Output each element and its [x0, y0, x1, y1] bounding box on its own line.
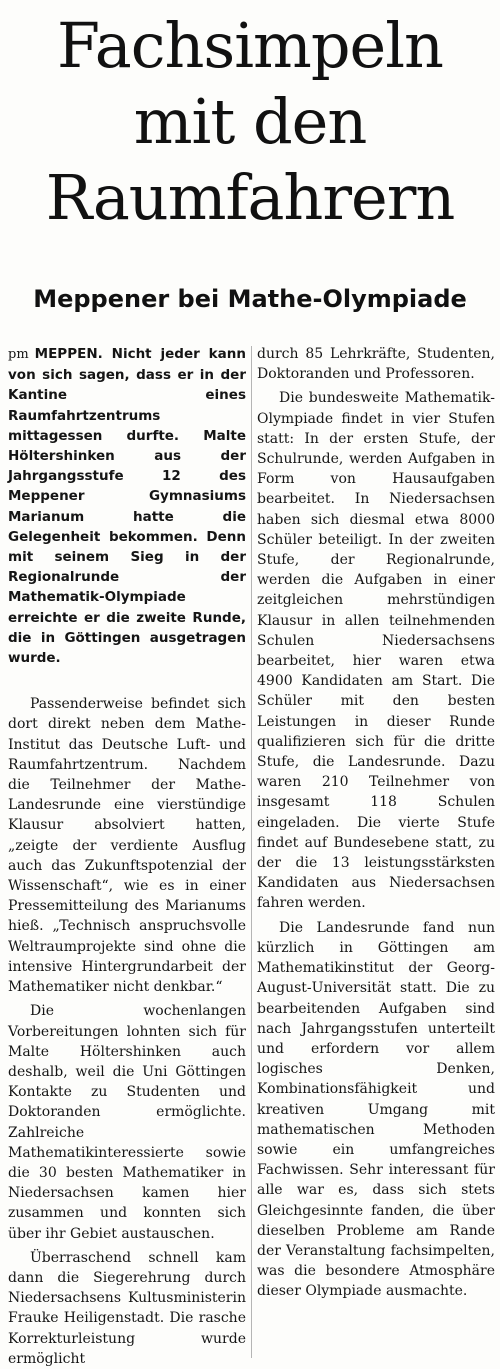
- headline-line: Fachsimpeln: [56, 9, 443, 82]
- article-column-left: [8, 344, 246, 1369]
- article-column-right: [257, 344, 495, 1302]
- body-paragraph: Die bundesweite Mathematik-Olympiade findet in vier Stufen statt: In der ersten Stufe, der Schulrunde, werden Aufgaben in Form von Hausaufgaben bearbeitet. In Niedersachsen haben sich diesmal etwa 8000 Schüler beteiligt. In der zweiten Stufe, der Regionalrunde, werden die Aufgaben in einer zeitgleichen mehrstündigen Klausur in allen teilnehmenden Schulen Niedersachsens bearbeitet, hier waren etwa 4900 Kandidaten am Start. Die Schüler mit den besten Leistungen in dieser Runde qualifizieren sich für die dritte Stufe, die Landesrunde. Dazu waren 210 Teilnehmer von insgesamt 118 Schulen eingeladen. Die vierte Stufe findet auf Bundesebene statt, zu der die 13 leistungsstärksten Kandidaten aus Niedersachsen fahren werden.: [257, 390, 495, 912]
- headline-line: mit den: [133, 85, 367, 158]
- body-paragraph: Die wochenlangen Vorbereitungen lohnten sich für Malte Höltershinken auch deshalb, weil die Uni Göttingen Kontakte zu Studenten und Doktoranden ermöglichte. Zahlreiche Mathematikinteressierte sowie die 30 besten Mathematiker in Niedersachsen kamen hier zusammen und konnten sich über ihr Gebiet austauschen.: [8, 1003, 246, 1242]
- body-paragraph: Die Landesrunde fand nun kürzlich in Göttingen am Mathematikinstitut der Georg-August-Universität statt. Die zu bearbeitenden Aufgaben sind nach Jahrgangsstufen unterteilt und erfordern vor allem logisches Denken, Kombinationsfähigkeit und kreativen Umgang mit mathematischen Methoden sowie ein umfangreiches Fachwissen. Sehr interessant für alle war es, dass sich stets Gleichgesinnte fanden, die über dieselben Probleme am Rande der Veranstaltung fachsimpelten, was die besondere Atmosphäre dieser Olympiade ausmachte.: [257, 919, 495, 1300]
- byline: pm: [8, 347, 29, 362]
- subheadline: Meppener bei Mathe-Olympiade: [33, 285, 467, 313]
- headline: [0, 8, 500, 236]
- lead-paragraph: [8, 344, 246, 668]
- body-paragraph: durch 85 Lehrkräfte, Studenten, Doktoranden und Professoren.: [257, 346, 495, 383]
- column-divider: [251, 346, 252, 1358]
- lead-text: MEPPEN. Nicht jeder kann von sich sagen, dass er in der Kantine eines Raumfahrtzentrums mittagessen durfte. Malte Höltershinken aus der Jahrgangsstufe 12 des Meppener Gymnasiums Marianum hatte die Gelegenheit bekommen. Denn mit seinem Sieg in der Regionalrunde der Mathematik-Olympiade erreichte er die zweite Runde, die in Göttingen ausgetragen wurde.: [8, 346, 246, 667]
- body-paragraph: Überraschend schnell kam dann die Siegerehrung durch Niedersachsens Kultusministerin Frauke Heiligenstadt. Die rasche Korrekturleistung wurde ermöglicht: [8, 1249, 246, 1367]
- body-paragraph: Passenderweise befindet sich dort direkt neben dem Mathe-Institut das Deutsche Luft- und Raumfahrtzentrum. Nachdem die Teilnehmer der Mathe-Landesrunde eine vierstündige Klausur absolviert hatten, „zeigte der verdiente Ausflug auch das Zukunftspotenzial der Wissenschaft“, wie es in einer Pressemitteilung des Marianums hieß. „Technisch anspruchsvolle Weltraumprojekte sind ohne die intensive Hintergrundarbeit der Mathematiker nicht denkbar.“: [8, 696, 246, 996]
- headline-line: Raumfahrern: [45, 161, 455, 234]
